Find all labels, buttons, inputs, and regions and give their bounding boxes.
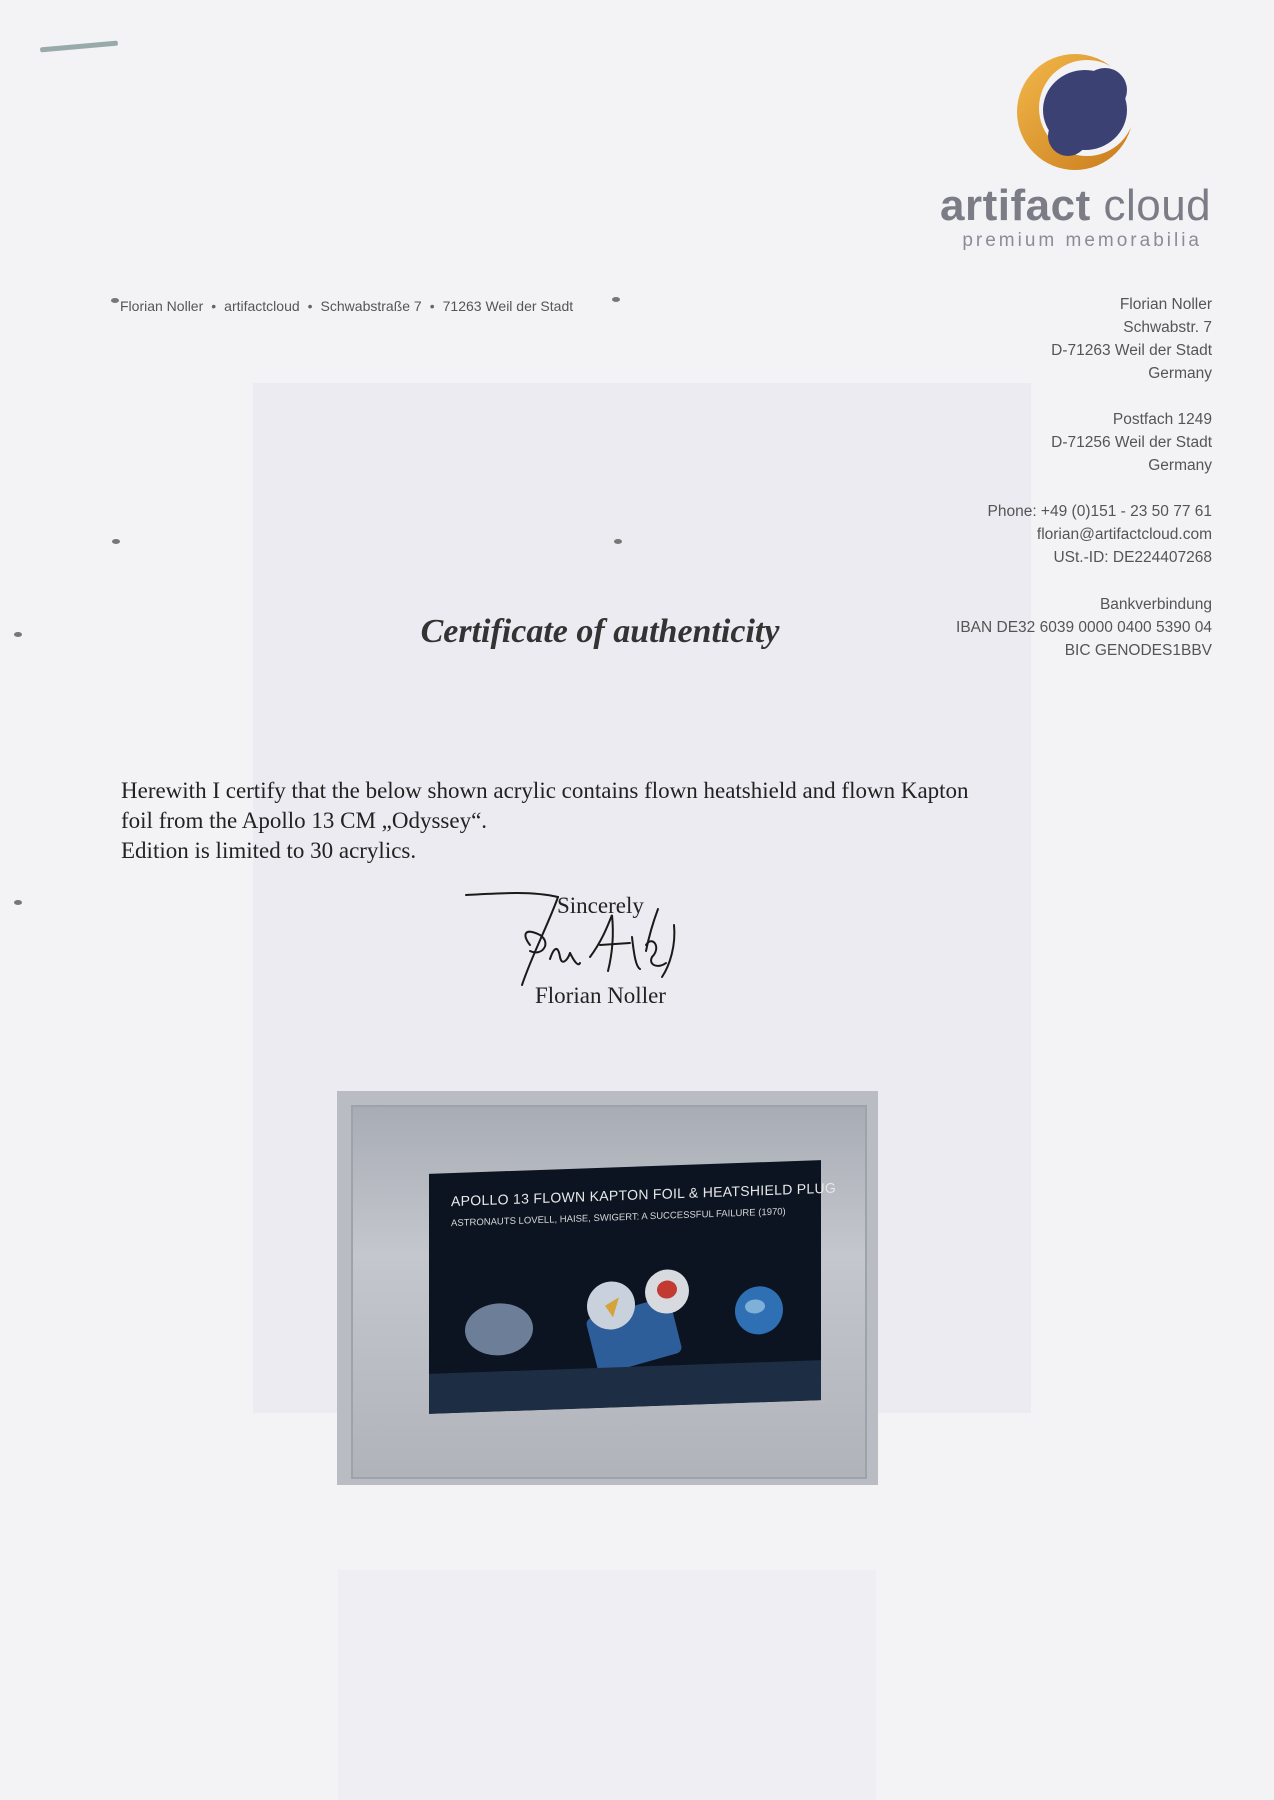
moon-icon <box>465 1302 533 1356</box>
sender-name: Florian Noller <box>120 298 204 314</box>
separator-dot: • <box>211 298 217 314</box>
address-line: Germany <box>1148 365 1212 382</box>
address-line: Germany <box>1148 457 1212 474</box>
signatory-name: Florian Noller <box>535 983 666 1008</box>
email: florian@artifactcloud.com <box>1036 526 1212 543</box>
punch-hole <box>14 900 22 905</box>
bank-heading: Bankverbindung <box>1099 596 1212 613</box>
brand-moon-icon <box>1013 48 1143 178</box>
plaque-subtitle: ASTRONAUTS LOVELL, HAISE, SWIGERT: A SUCCESSFUL FAILURE (1970) <box>451 1206 786 1230</box>
certificate-title: Certificate of authenticity <box>420 613 780 650</box>
address-line: Postfach 1249 <box>1112 411 1212 428</box>
brand-name-light: cloud <box>1103 181 1212 230</box>
body-line: Edition is limited to 30 acrylics. <box>121 838 417 863</box>
separator-dot: • <box>429 298 435 314</box>
address-street-block <box>892 293 1212 385</box>
address-line: Florian Noller <box>1119 296 1212 313</box>
salutation: Sincerely <box>557 893 644 918</box>
brand-name-bold: artifact <box>940 181 1091 230</box>
brand-tagline: premium memorabilia <box>962 230 1202 251</box>
staple-mark <box>40 41 118 53</box>
vat-id: USt.-ID: DE224407268 <box>1053 549 1212 566</box>
separator-dot: • <box>307 298 313 314</box>
punch-hole <box>14 632 22 637</box>
address-line: D-71256 Weil der Stadt <box>1051 434 1212 451</box>
address-line: Schwabstr. 7 <box>1123 319 1212 336</box>
plaque-title: APOLLO 13 FLOWN KAPTON FOIL & HEATSHIELD PLUG <box>451 1179 837 1210</box>
address-line: D-71263 Weil der Stadt <box>1051 342 1212 359</box>
sender-line <box>120 298 573 314</box>
body-line: foil from the Apollo 13 CM „Odyssey“. <box>121 808 488 833</box>
bank-block <box>892 593 1212 662</box>
acrylic-block <box>351 1105 867 1479</box>
punch-hole <box>612 297 620 302</box>
contact-block <box>892 500 1212 569</box>
acrylic-photo <box>337 1091 878 1485</box>
brand-logo <box>940 48 1210 258</box>
iban: IBAN DE32 6039 0000 0400 5390 04 <box>956 619 1212 636</box>
punch-hole <box>112 539 120 544</box>
punch-hole <box>614 539 622 544</box>
bic: BIC GENODES1BBV <box>1064 642 1212 659</box>
brand-name <box>940 181 1210 231</box>
display-artwork <box>429 1240 821 1414</box>
phone: Phone: +49 (0)151 - 23 50 77 61 <box>987 503 1212 520</box>
certificate-body <box>121 776 1121 866</box>
address-postbox-block <box>892 408 1212 477</box>
sender-city: 71263 Weil der Stadt <box>442 298 574 314</box>
sender-company: artifactcloud <box>224 298 300 314</box>
body-line: Herewith I certify that the below shown acrylic contains flown heatshield and flown Kapton <box>121 778 969 803</box>
sender-street: Schwabstraße 7 <box>320 298 422 314</box>
display-panel <box>429 1160 837 1414</box>
lunar-surface <box>429 1360 821 1414</box>
scan-shade-lower <box>338 1570 876 1800</box>
punch-hole <box>111 298 119 303</box>
